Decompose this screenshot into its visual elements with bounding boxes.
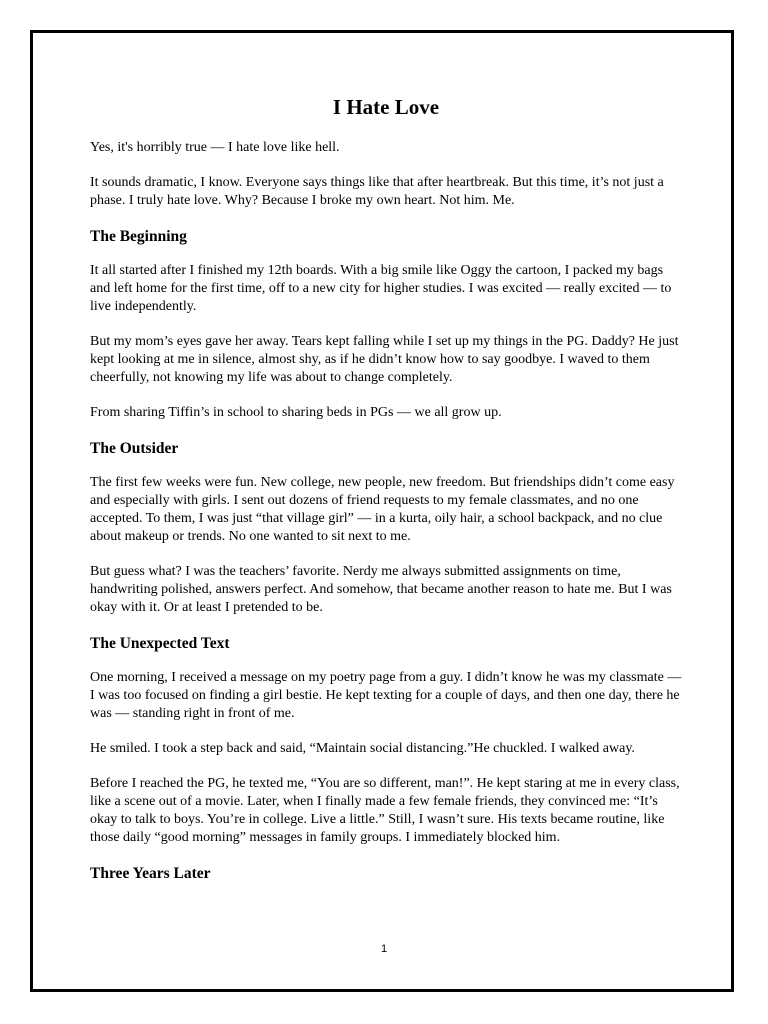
intro-paragraph-1: Yes, it's horribly true — I hate love like hell.	[90, 140, 340, 155]
paragraph: But my mom’s eyes gave her away. Tears kept falling while I set up my things in the PG. Daddy? He just kept looking at me in silence, almost shy, as if he didn’t know how to say goodbye. I waved to them cheerfully, not knowing my life was about to change completely.	[90, 334, 679, 385]
document-body	[90, 93, 682, 899]
intro-paragraph-2: It sounds dramatic, I know. Everyone says things like that after heartbreak. But this time, it’s not just a phase. I truly hate love. Why? Because I broke my own heart. Not him. Me.	[90, 175, 664, 208]
paragraph: The first few weeks were fun. New college, new people, new freedom. But friendships didn’t come easy and especially with girls. I sent out dozens of friend requests to my female classmates, and no one accepted. To them, I was just “that village girl” — in a kurta, oily hair, a school backpack, and no clue about makeup or trends. No one wanted to sit next to me.	[90, 475, 675, 544]
paragraph: From sharing Tiffin’s in school to sharing beds in PGs — we all grow up.	[90, 405, 502, 420]
document-title: I Hate Love	[332, 95, 440, 119]
paragraph: But guess what? I was the teachers’ favorite. Nerdy me always submitted assignments on time, handwriting polished, answers perfect. And somehow, that became another reason to hate me. But I was okay with it. Or at least I pretended to be.	[90, 564, 672, 615]
section-heading-outsider: The Outsider	[90, 440, 179, 457]
paragraph: Before I reached the PG, he texted me, “You are so different, man!”. He kept staring at me in every class, like a scene out of a movie. Later, when I finally made a few female friends, they convinced me: “It’s okay to talk to boys. You’re in college. Live a little.” Still, I wasn’t sure. His texts became routine, like those daily “good morning” messages in family groups. I immediately blocked him.	[90, 776, 680, 845]
section-heading-three-years-later: Three Years Later	[90, 865, 211, 882]
paragraph: One morning, I received a message on my poetry page from a guy. I didn’t know he was my classmate — I was too focused on finding a girl bestie. He kept texting for a couple of days, and then one day, there he was — standing right in front of me.	[90, 670, 682, 721]
paragraph: It all started after I finished my 12th boards. With a big smile like Oggy the cartoon, I packed my bags and left home for the first time, off to a new city for higher studies. I was excited — really excited — to live independently.	[90, 263, 672, 314]
section-heading-beginning: The Beginning	[90, 228, 187, 245]
paragraph: He smiled. I took a step back and said, “Maintain social distancing.”He chuckled. I walked away.	[90, 741, 635, 756]
section-heading-unexpected-text: The Unexpected Text	[90, 635, 230, 652]
page-number: 1	[380, 943, 388, 955]
